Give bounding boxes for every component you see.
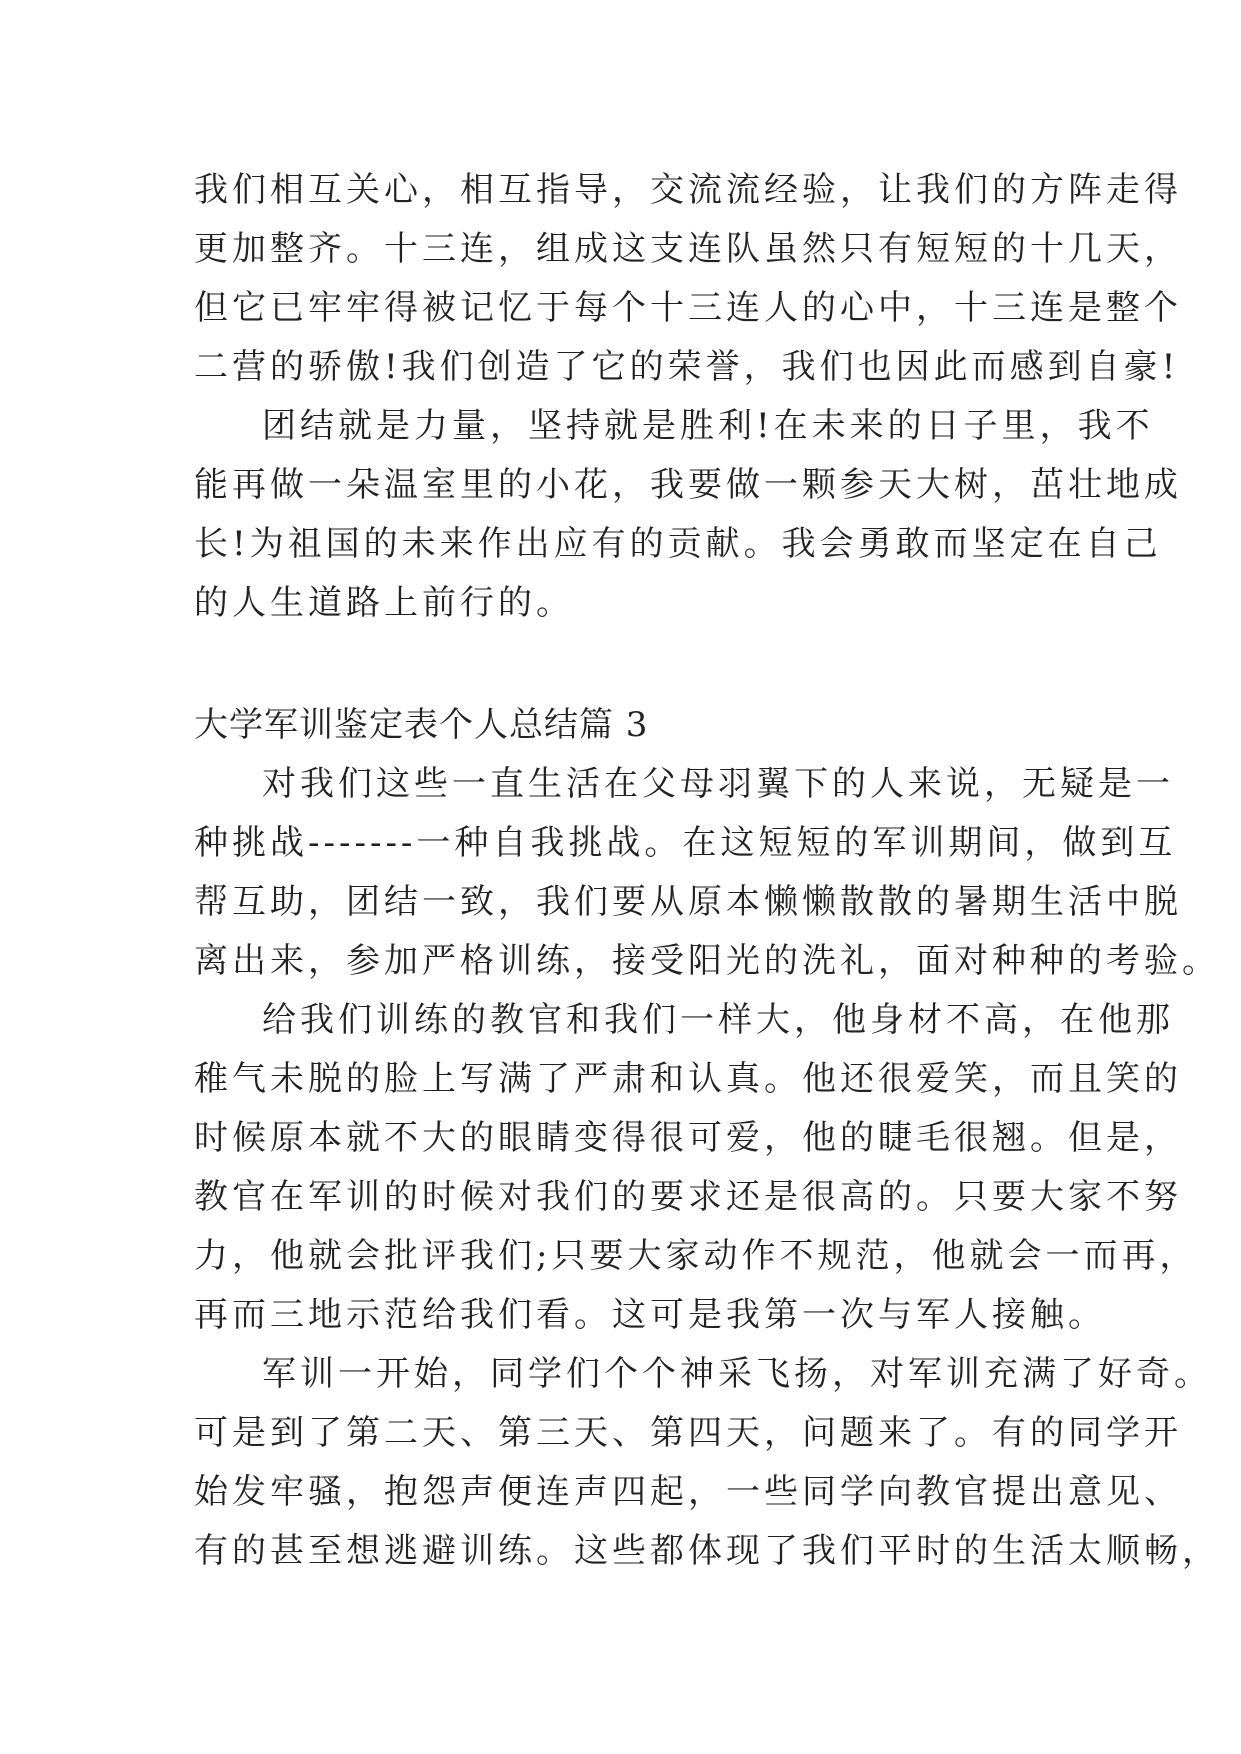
text-line: 帮互助，团结一致，我们要从原本懒懒散散的暑期生活中脱	[194, 882, 1182, 922]
text-line: 给我们训练的教官和我们一样大，他身材不高，在他那	[262, 1000, 1174, 1040]
text-line: 但它已牢牢得被记忆于每个十三连人的心中，十三连是整个	[194, 288, 1182, 328]
paragraph-5	[194, 1345, 1220, 1581]
text-line: 种挑战-------一种自我挑战。在这短短的军训期间，做到互	[194, 823, 1177, 863]
text-line: 教官在军训的时候对我们的要求还是很高的。只要大家不努	[194, 1177, 1182, 1217]
text-line: 时候原本就不大的眼睛变得很可爱，他的睫毛很翘。但是，	[194, 1118, 1182, 1158]
text-line: 稚气未脱的脸上写满了严肃和认真。他还很爱笑，而且笑的	[194, 1059, 1182, 1099]
document-body	[194, 161, 1220, 1581]
text-line: 对我们这些一直生活在父母羽翼下的人来说，无疑是一	[262, 764, 1174, 804]
paragraph-1	[194, 161, 1182, 397]
text-line: 能再做一朵温室里的小花，我要做一颗参天大树，茁壮地成	[194, 465, 1182, 505]
text-line: 长!为祖国的未来作出应有的贡献。我会勇敢而坚定在自己	[194, 524, 1162, 564]
paragraph-2	[194, 397, 1182, 633]
paragraph-4	[194, 991, 1198, 1345]
text-line: 力，他就会批评我们;只要大家动作不规范，他就会一而再，	[194, 1236, 1198, 1276]
text-line: 再而三地示范给我们看。这可是我第一次与军人接触。	[194, 1295, 1106, 1335]
text-line: 可是到了第二天、第三天、第四天，问题来了。有的同学开	[194, 1413, 1182, 1453]
section-heading: 大学军训鉴定表个人总结篇 3	[194, 705, 649, 745]
section-spacer	[194, 633, 1074, 696]
text-line: 更加整齐。十三连，组成这支连队虽然只有短短的十几天，	[194, 229, 1182, 269]
text-line: 始发牢骚，抱怨声便连声四起，一些同学向教官提出意见、	[194, 1472, 1182, 1512]
text-line: 离出来，参加严格训练，接受阳光的洗礼，面对种种的考验。	[194, 941, 1220, 981]
text-line: 的人生道路上前行的。	[194, 583, 574, 623]
paragraph-3	[194, 755, 1220, 991]
text-line: 二营的骄傲!我们创造了它的荣誉，我们也因此而感到自豪!	[194, 347, 1180, 387]
text-line: 我们相互关心，相互指导，交流流经验，让我们的方阵走得	[194, 170, 1182, 210]
text-line: 军训一开始，同学们个个神采飞扬，对军训充满了好奇。	[262, 1354, 1212, 1394]
text-line: 有的甚至想逃避训练。这些都体现了我们平时的生活太顺畅，	[194, 1531, 1220, 1571]
text-line: 团结就是力量，坚持就是胜利!在未来的日子里，我不	[262, 406, 1154, 446]
